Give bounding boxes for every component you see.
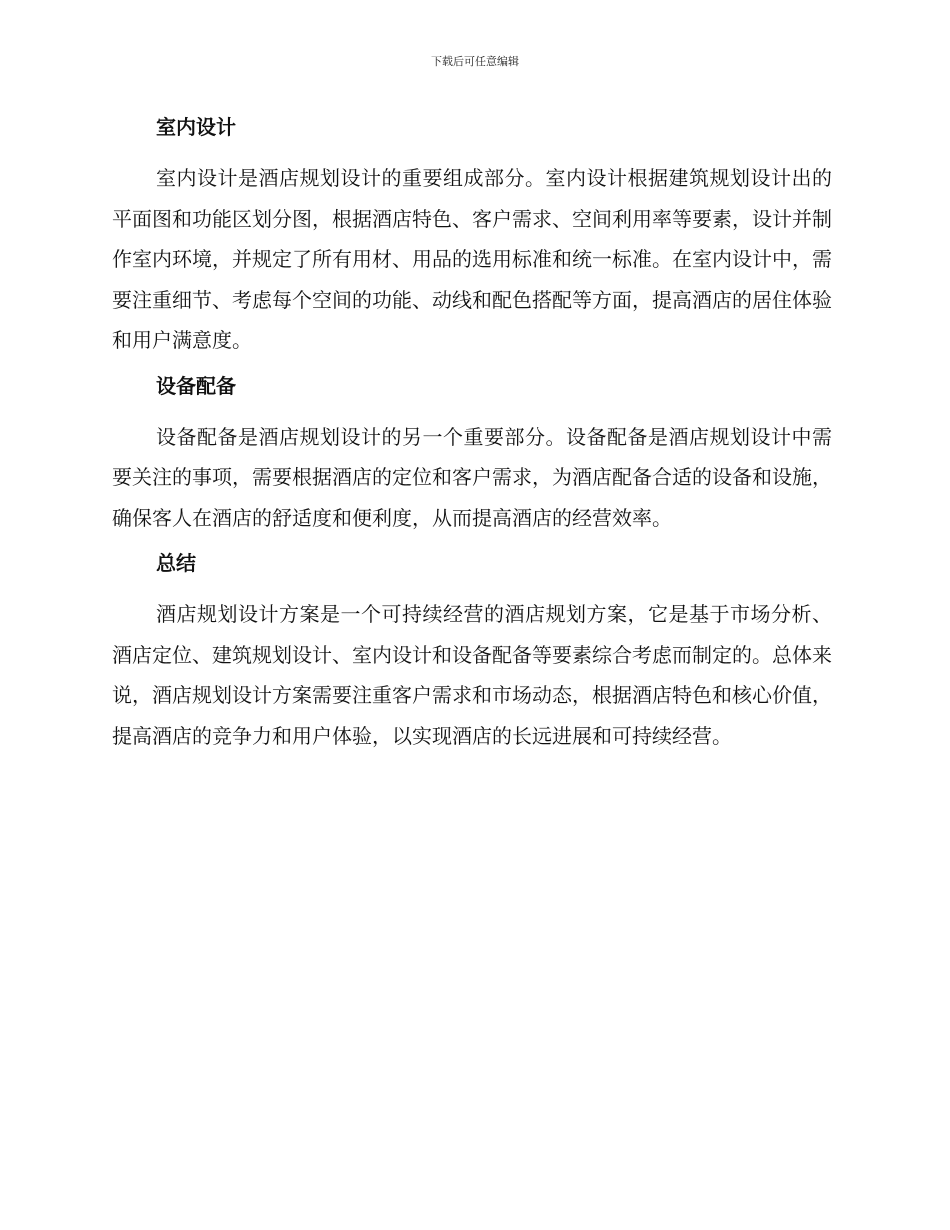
section-paragraph-interior-design: 室内设计是酒店规划设计的重要组成部分。室内设计根据建筑规划设计出的平面图和功能区划分图，根据酒店特色、客户需求、空间利用率等要素，设计并制作室内环境，并规定了所有用材、用品的选用标准和统一标准。在室内设计中，需要注重细节、考虑每个空间的功能、动线和配色搭配等方面，提高酒店的居住体验和用户满意度。 (112, 166, 832, 352)
section-paragraph-summary: 酒店规划设计方案是一个可持续经营的酒店规划方案，它是基于市场分析、酒店定位、建筑规划设计、室内设计和设备配备等要素综合考虑而制定的。总体来说，酒店规划设计方案需要注重客户需求和市场动态，根据酒店特色和核心价值，提高酒店的竞争力和用户体验，以实现酒店的长远进展和可持续经营。 (112, 602, 832, 748)
page-header: 下载后可任意编辑 (431, 55, 519, 68)
section-heading-summary: 总结 (156, 551, 196, 575)
section-heading-interior-design: 室内设计 (156, 115, 236, 139)
section-paragraph-equipment: 设备配备是酒店规划设计的另一个重要部分。设备配备是酒店规划设计中需要关注的事项，需要根据酒店的定位和客户需求，为酒店配备合适的设备和设施，确保客人在酒店的舒适度和便利度，从而提高酒店的经营效率。 (112, 424, 832, 530)
section-heading-equipment: 设备配备 (156, 373, 236, 398)
document-body (112, 110, 832, 756)
